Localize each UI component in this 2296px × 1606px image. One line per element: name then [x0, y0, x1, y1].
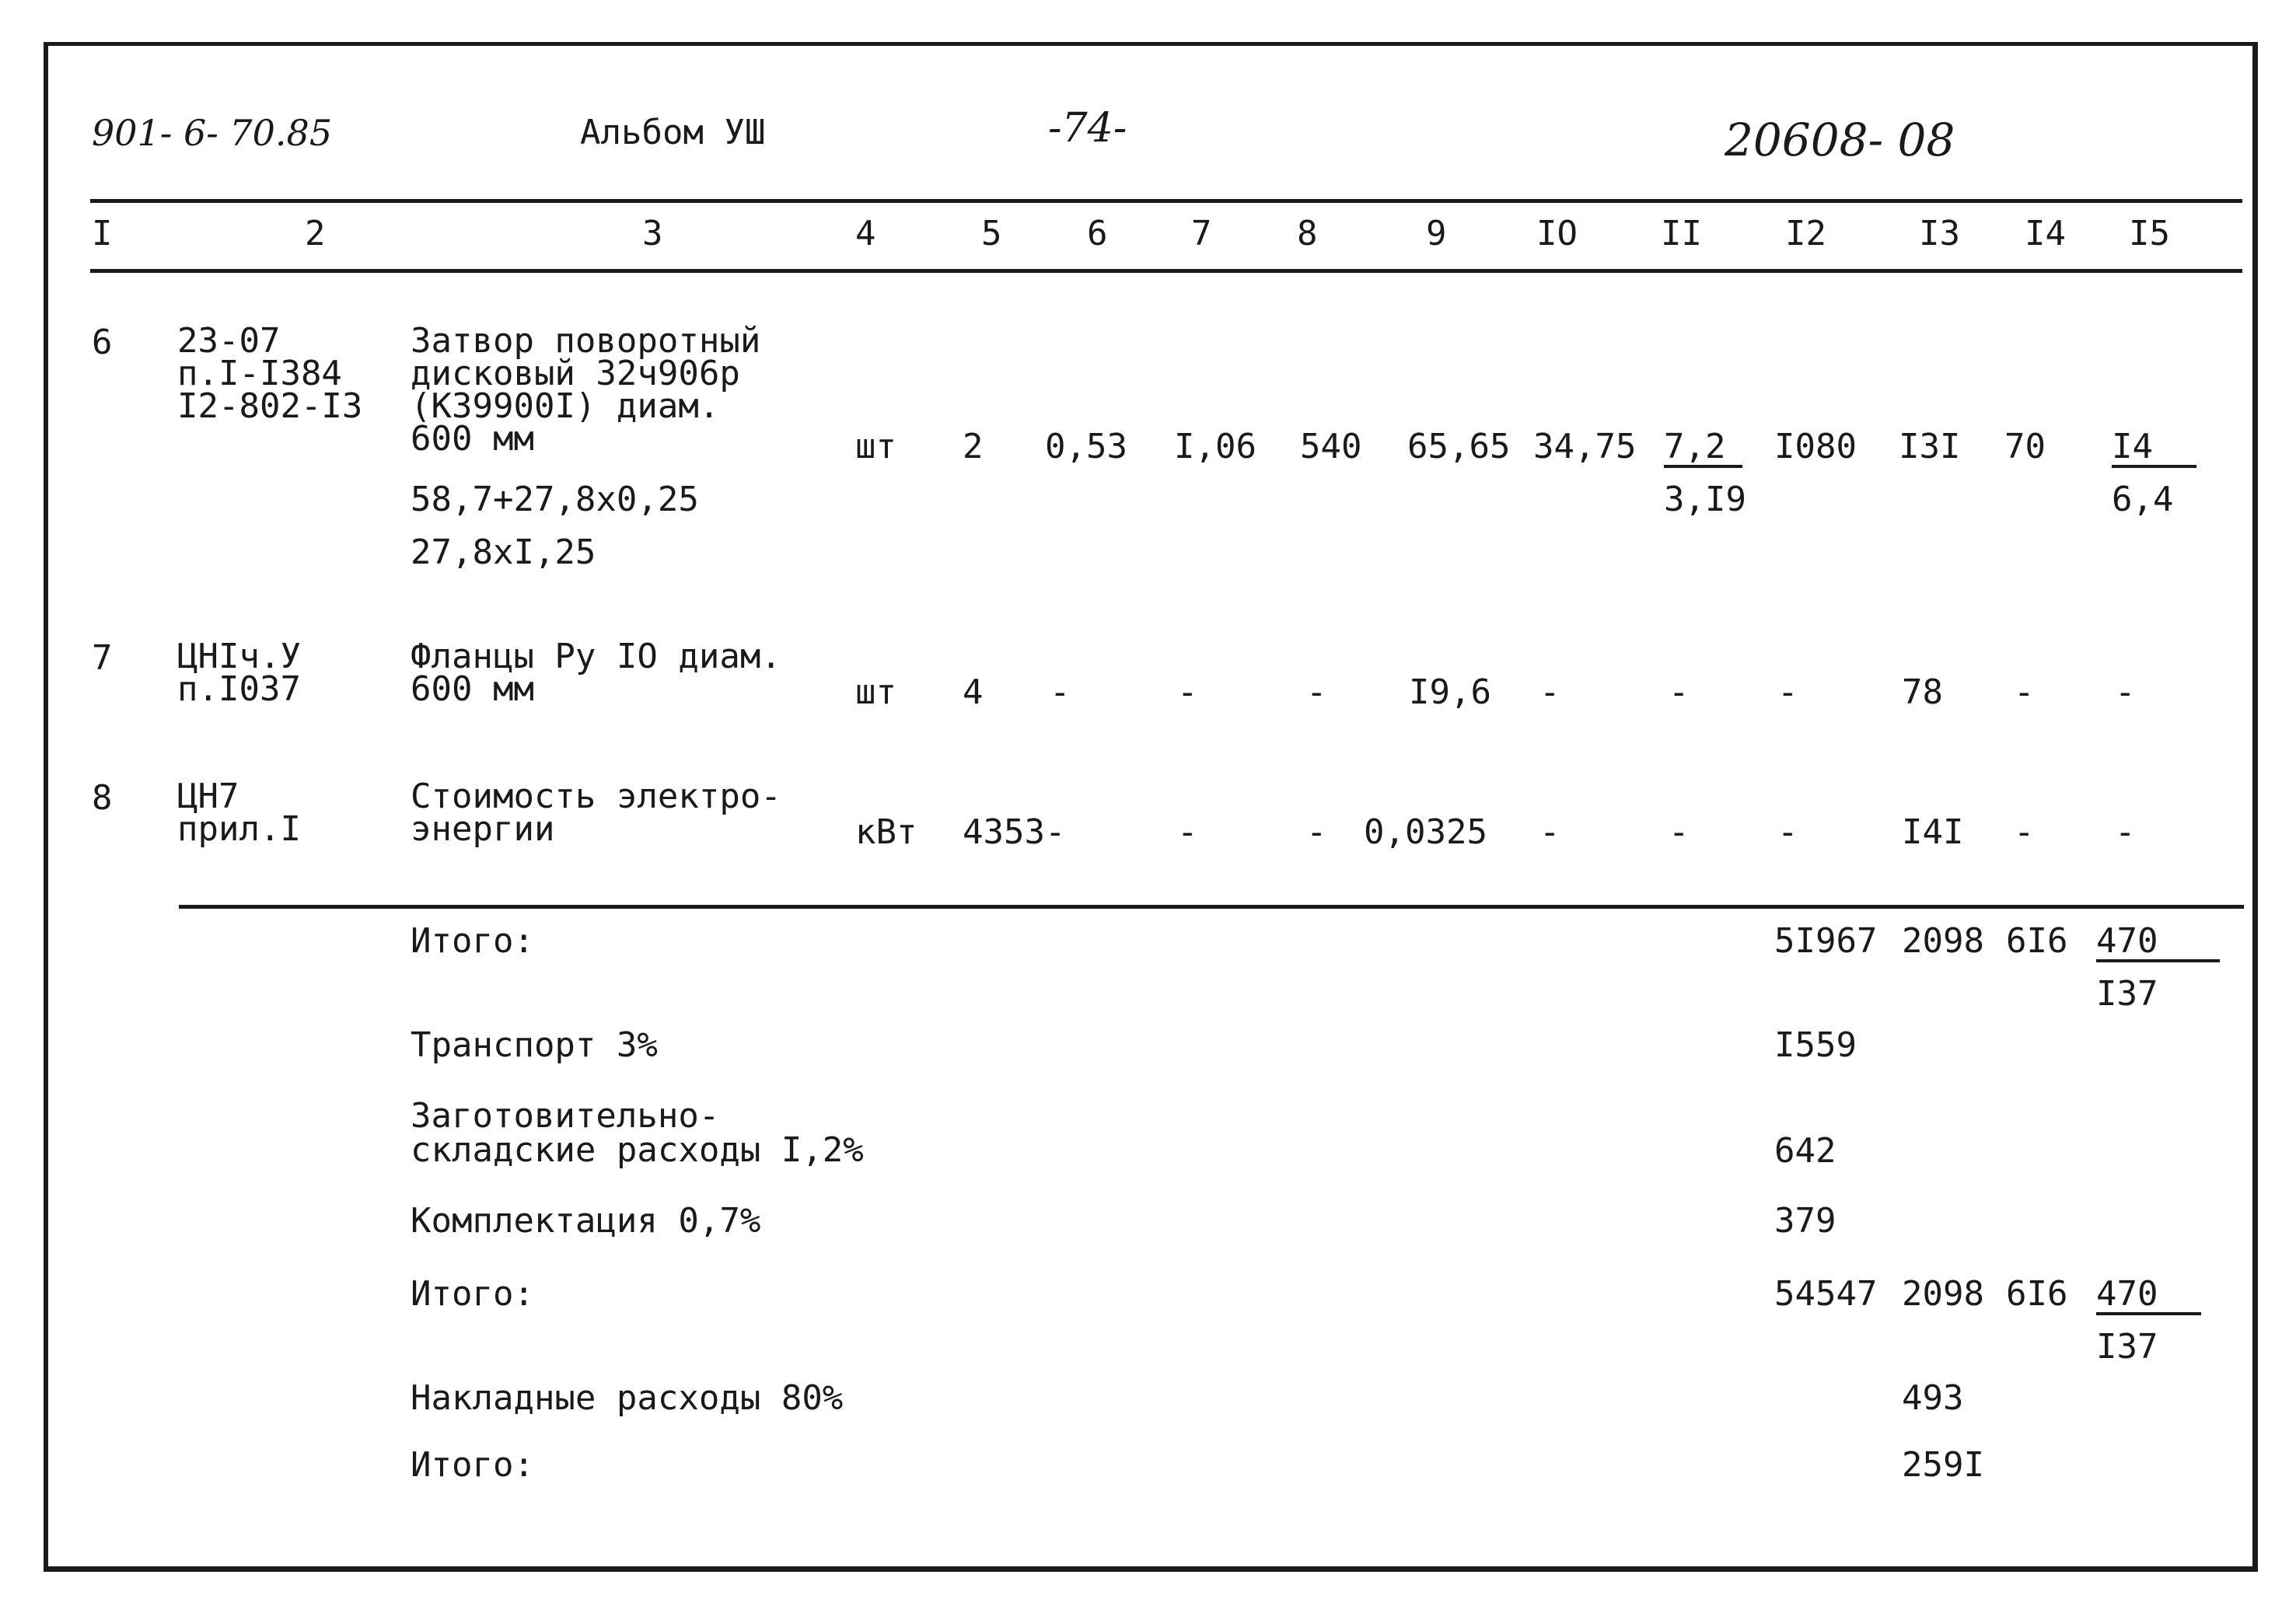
row-6-col10: 34,75 [1533, 427, 1637, 466]
row-7-number: 7 [92, 638, 113, 678]
col-header-6: 6 [1087, 214, 1108, 253]
row-6-col12: I080 [1774, 427, 1857, 466]
row-8-col15: - [2115, 812, 2136, 852]
col-header-15: I5 [2129, 214, 2170, 253]
row-7-unit: шт [855, 672, 896, 712]
grand-total-label: Итого: [411, 1445, 534, 1485]
col-header-12: I2 [1785, 214, 1826, 253]
document-number: 20608- 08 [1725, 113, 1955, 166]
col-header-8: 8 [1297, 214, 1318, 253]
overhead-label: Накладные расходы 80% [411, 1378, 844, 1418]
row-6-col11-top: 7,2 [1664, 429, 1742, 468]
col-header-2: 2 [305, 214, 326, 253]
row-8-unit: кВт [855, 812, 917, 852]
row-6-col15-bottom: 6,4 [2112, 480, 2174, 519]
transport-label: Транспорт 3% [411, 1025, 658, 1065]
album-label: Альбом УШ [580, 113, 766, 152]
row-7-col8: - [1306, 672, 1327, 712]
row-8-col14: - [2014, 812, 2035, 852]
row-6-code: 23-07 п.I-I384 I2-802-I3 [177, 321, 363, 426]
overhead-col13: 493 [1902, 1378, 1964, 1418]
row-6-formula-1: 58,7+27,8х0,25 [411, 480, 699, 519]
row-7-col11: - [1669, 672, 1690, 712]
total-2-col12: 54547 [1774, 1274, 1878, 1314]
row-6-formula-2: 27,8хI,25 [411, 532, 596, 572]
completion-col12: 379 [1774, 1201, 1836, 1241]
col-header-5: 5 [981, 214, 1002, 253]
row-6-col14: 70 [2004, 427, 2046, 466]
row-8-name: Стоимость электро- энергии [411, 777, 781, 849]
row-6-col7: I,06 [1174, 427, 1256, 466]
row-7-col15: - [2115, 672, 2136, 712]
transport-col12: I559 [1774, 1025, 1857, 1065]
total-1-col12: 5I967 [1774, 921, 1878, 961]
row-8-col13: I4I [1902, 812, 1964, 852]
total-2-col15-top: 470 [2096, 1276, 2201, 1315]
row-8-number: 8 [92, 778, 113, 818]
total-1-col15-top: 470 [2096, 923, 2220, 962]
total-1-label: Итого: [411, 921, 534, 961]
row-6-unit: шт [855, 427, 896, 466]
procurement-col12: 642 [1774, 1131, 1836, 1171]
header-rule-bottom [90, 269, 2242, 273]
procurement-label: Заготовительно- складские расходы I,2% [411, 1096, 864, 1170]
col-header-13: I3 [1919, 214, 1960, 253]
col-header-14: I4 [2025, 214, 2066, 253]
page-number: -74- [1048, 105, 1127, 152]
row-6-qty: 2 [963, 427, 984, 466]
total-2-label: Итого: [411, 1274, 534, 1314]
total-1-col13: 2098 [1902, 921, 1984, 961]
total-2-col15-bottom: I37 [2096, 1327, 2158, 1367]
row-6-col15-top: I4 [2112, 429, 2196, 468]
row-8-col11: - [1669, 812, 1690, 852]
project-code: 901- 6- 70.85 [92, 112, 333, 154]
col-header-4: 4 [855, 214, 876, 253]
completion-label: Комплектация 0,7% [411, 1201, 761, 1241]
row-6-name: Затвор поворотный дисковый 32ч906р (К39900I) диам. 600 мм [411, 321, 761, 459]
row-7-col10: - [1539, 672, 1560, 712]
col-header-11: II [1661, 214, 1702, 253]
row-8-qty: 4353- [963, 812, 1066, 852]
row-8-code: ЦН7 прил.I [177, 777, 301, 849]
row-6-col9: 65,65 [1407, 427, 1511, 466]
row-8-col8: - [1306, 812, 1327, 852]
row-7-name: Фланцы Ру IO диам. 600 мм [411, 637, 781, 709]
row-7-col6: - [1050, 672, 1071, 712]
col-header-3: 3 [642, 214, 663, 253]
row-6-col11-bottom: 3,I9 [1664, 480, 1746, 519]
row-6-col6: 0,53 [1045, 427, 1127, 466]
col-header-10: IO [1536, 214, 1578, 253]
row-7-code: ЦНIч.У п.I037 [177, 637, 301, 709]
row-7-col7: - [1177, 672, 1198, 712]
row-7-col13: 78 [1902, 672, 1943, 712]
col-header-1: I [92, 214, 113, 253]
grand-total-col13: 259I [1902, 1445, 1984, 1485]
row-7-col14: - [2014, 672, 2035, 712]
total-2-col14: 6I6 [2006, 1274, 2068, 1314]
col-header-7: 7 [1191, 214, 1212, 253]
row-8-col10: - [1539, 812, 1560, 852]
row-8-col12: - [1777, 812, 1798, 852]
total-1-col14: 6I6 [2006, 921, 2068, 961]
row-8-col7: - [1177, 812, 1198, 852]
header-rule-top [90, 199, 2242, 203]
row-8-col9: 0,0325 [1364, 812, 1487, 852]
row-6-col8: 540 [1300, 427, 1362, 466]
totals-divider [179, 905, 2244, 909]
row-6-col13: I3I [1899, 427, 1961, 466]
total-1-col15-bottom: I37 [2096, 974, 2158, 1014]
row-7-col12: - [1777, 672, 1798, 712]
row-7-col9: I9,6 [1409, 672, 1491, 712]
col-header-9: 9 [1426, 214, 1447, 253]
row-6-number: 6 [92, 323, 113, 362]
row-7-qty: 4 [963, 672, 984, 712]
total-2-col13: 2098 [1902, 1274, 1984, 1314]
